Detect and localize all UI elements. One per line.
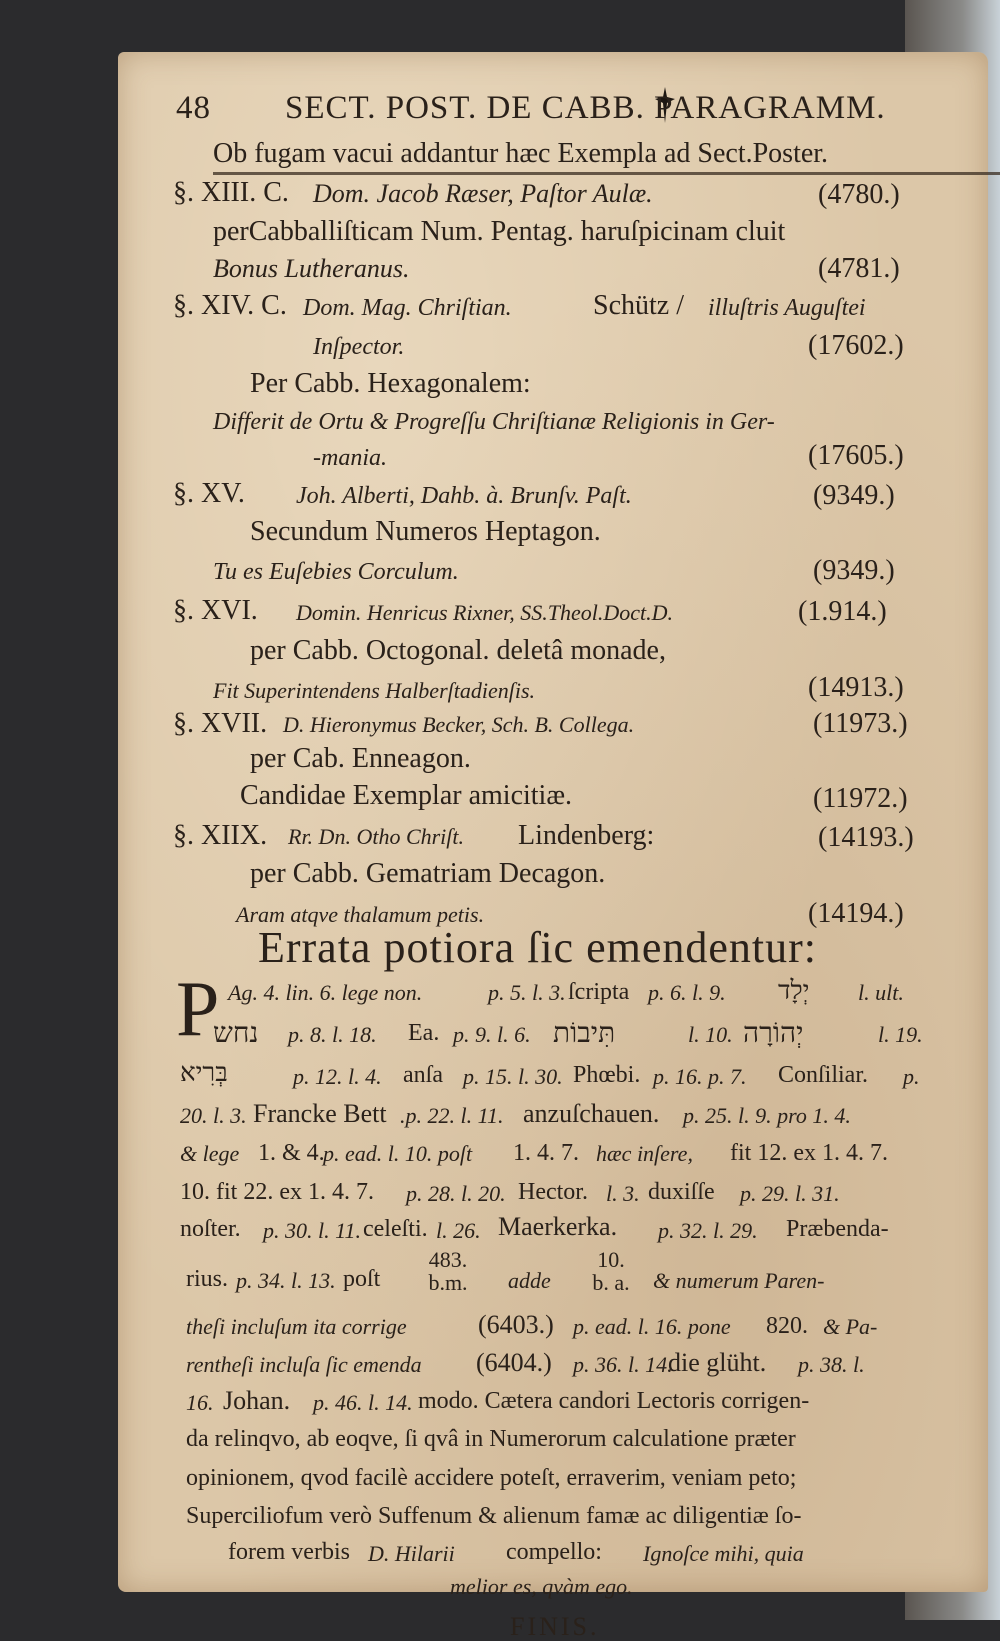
running-head: SECT. POST. DE CABB. PARAGRAMM. bbox=[285, 90, 886, 126]
errata-text: noſter. bbox=[180, 1216, 241, 1242]
entry-value: (17605.) bbox=[808, 440, 904, 471]
errata-text: anſa bbox=[403, 1062, 443, 1088]
text-line: Aram atqve thalamum petis. bbox=[236, 902, 485, 927]
errata-text: Francke Bett bbox=[253, 1099, 387, 1128]
text-line: Fit Superintendens Halberſtadienſis. bbox=[213, 678, 536, 703]
entry-value: (9349.) bbox=[813, 480, 895, 511]
fraction-top: 10. bbox=[597, 1247, 625, 1272]
hebrew-word: תִּיבוֹת bbox=[553, 1016, 616, 1049]
errata-text: 10. fit 22. ex 1. 4. 7. bbox=[180, 1179, 374, 1205]
errata-text: p. 5. l. 3. bbox=[488, 980, 566, 1005]
errata-text: .p. 22. l. 11. bbox=[400, 1103, 504, 1128]
entry-xiv-name: Dom. Mag. Chriſtian. bbox=[303, 295, 512, 321]
errata-text: rentheſi incluſa ſic emenda bbox=[186, 1352, 422, 1377]
errata-text: 16. bbox=[186, 1390, 214, 1415]
entry-value: (14913.) bbox=[808, 672, 904, 703]
errata-text: modo. Cætera candori Lectoris corrigen- bbox=[418, 1388, 810, 1414]
text-line: Bonus Lutheranus. bbox=[213, 254, 410, 283]
hebrew-word: נחש bbox=[213, 1016, 259, 1049]
entry-xiix-name: Rr. Dn. Otho Chriſt. bbox=[288, 824, 465, 849]
errata-text: theſi incluſum ita corrige bbox=[186, 1314, 407, 1339]
errata-text: die glüht. bbox=[668, 1348, 767, 1377]
errata-text: compello: bbox=[506, 1539, 602, 1565]
errata-text: & Pa- bbox=[823, 1314, 878, 1339]
hebrew-word: יְלָד bbox=[778, 976, 810, 1006]
entry-value: (9349.) bbox=[813, 555, 895, 586]
text-line: Candidae Exemplar amicitiæ. bbox=[240, 780, 573, 811]
errata-text: Superciliofum verò Suffenum & alienum famæ ac diligentiæ ſo- bbox=[186, 1503, 802, 1529]
errata-text: l. 26. bbox=[436, 1218, 481, 1243]
errata-text: l. 19. bbox=[878, 1022, 923, 1047]
entry-xvii-name: D. Hieronymus Becker, Sch. B. Collega. bbox=[283, 712, 635, 737]
errata-text: p. 36. l. 14. bbox=[573, 1352, 673, 1377]
errata-text: poſt bbox=[343, 1266, 381, 1292]
errata-text: p. 28. l. 20. bbox=[406, 1181, 506, 1206]
errata-text: D. Hilarii bbox=[368, 1541, 455, 1566]
errata-text: Maerkerka. bbox=[498, 1212, 618, 1241]
entry-xiv-surname: Schütz / bbox=[593, 290, 684, 321]
entry-value: (11972.) bbox=[813, 783, 908, 814]
errata-text: fit 12. ex 1. 4. 7. bbox=[730, 1140, 888, 1166]
entry-value: (1.914.) bbox=[798, 596, 887, 627]
entry-xv-name: Joh. Alberti, Dahb. à. Brunſv. Paſt. bbox=[296, 483, 632, 509]
drop-cap: P bbox=[176, 965, 220, 1052]
errata-text: da relinqvo, ab eoqve, ſi qvâ in Numerorum calculatione præter bbox=[186, 1426, 796, 1452]
text-line: Inſpector. bbox=[313, 334, 405, 360]
text-line: Secundum Numeros Heptagon. bbox=[250, 516, 601, 547]
errata-text: anzuſchauen. bbox=[523, 1099, 660, 1128]
entry-xiv-title: illuſtris Auguſtei bbox=[708, 295, 866, 321]
entry-value: (11973.) bbox=[813, 708, 908, 739]
header-rule bbox=[213, 172, 1000, 175]
errata-text: p. 32. l. 29. bbox=[658, 1218, 758, 1243]
hebrew-word: יְהוֹרָה bbox=[743, 1016, 804, 1049]
errata-text: & lege bbox=[180, 1141, 240, 1166]
errata-text: p. 38. l. bbox=[798, 1352, 865, 1377]
errata-text: 1. & 4. bbox=[258, 1140, 325, 1166]
errata-text: (6403.) bbox=[478, 1310, 554, 1339]
errata-text: l. ult. bbox=[858, 980, 904, 1005]
fraction-top: 483. bbox=[428, 1247, 468, 1272]
errata-text: p. bbox=[903, 1064, 920, 1089]
errata-text: Ea. bbox=[408, 1020, 440, 1046]
hebrew-word: בְּרִיא bbox=[180, 1058, 228, 1088]
book-page bbox=[118, 52, 988, 1641]
entry-value: (17602.) bbox=[808, 330, 904, 361]
errata-text: p. ead. l. 16. pone bbox=[573, 1314, 731, 1339]
entry-xiii-name: Dom. Jacob Ræser, Paſtor Aulæ. bbox=[313, 179, 653, 208]
entry-xiix-num: §. XIIX. bbox=[173, 820, 268, 851]
fraction-stack bbox=[418, 1248, 478, 1294]
page-number: 48 bbox=[176, 90, 211, 126]
errata-text: Ag. 4. lin. 6. lege non. bbox=[228, 980, 423, 1005]
errata-text: p. 29. l. 31. bbox=[740, 1181, 840, 1206]
text-line: per Cabb. Octogonal. deletâ monade, bbox=[250, 635, 666, 666]
errata-text: (6404.) bbox=[476, 1348, 552, 1377]
errata-text: p. 15. l. 30. bbox=[463, 1064, 563, 1089]
fraction-stack bbox=[586, 1248, 636, 1294]
errata-text: rius. bbox=[186, 1266, 228, 1292]
entry-xiix-surname: Lindenberg: bbox=[518, 820, 655, 851]
errata-text: hæc inſere, bbox=[596, 1141, 693, 1166]
errata-heading: Errata potiora ſic emendentur: bbox=[258, 923, 817, 972]
finis-label: FINIS. bbox=[510, 1612, 600, 1641]
errata-text: ſcripta bbox=[568, 979, 630, 1005]
errata-text: forem verbis bbox=[228, 1539, 350, 1565]
errata-text: p. 30. l. 11. bbox=[263, 1218, 361, 1243]
entry-value: (4781.) bbox=[818, 253, 900, 284]
text-line: Per Cabb. Hexagonalem: bbox=[250, 368, 531, 399]
errata-text: p. ead. l. 10. poſt bbox=[323, 1141, 473, 1166]
entry-xiii-value: (4780.) bbox=[818, 179, 900, 210]
errata-text: l. 10. bbox=[688, 1022, 733, 1047]
text-line: Differit de Ortu & Progreſſu Chriſtianæ Religionis in Ger- bbox=[213, 409, 775, 435]
errata-text: Conſiliar. bbox=[778, 1062, 868, 1088]
errata-text: Præbenda- bbox=[786, 1216, 889, 1242]
errata-text: l. 3. bbox=[606, 1181, 640, 1206]
entry-xvi-num: §. XVI. bbox=[173, 595, 258, 626]
entry-xiii-num: §. XIII. C. bbox=[173, 177, 289, 208]
errata-text: opinionem, qvod facilè accidere poteſt, erraverim, veniam peto; bbox=[186, 1465, 797, 1491]
errata-text: p. 6. l. 9. bbox=[648, 980, 726, 1005]
errata-text: celeſti. bbox=[363, 1216, 428, 1242]
text-line: perCabballiſticam Num. Pentag. haruſpicinam cluit bbox=[213, 216, 786, 247]
errata-text: Ignoſce mihi, quia bbox=[643, 1541, 804, 1566]
entry-xvi-name: Domin. Henricus Rixner, SS.Theol.Doct.D. bbox=[296, 600, 674, 625]
errata-text: p. 8. l. 18. bbox=[288, 1022, 377, 1047]
errata-text: Johan. bbox=[223, 1386, 291, 1415]
errata-text: p. 46. l. 14. bbox=[313, 1390, 413, 1415]
errata-text: 1. 4. 7. bbox=[513, 1140, 579, 1166]
errata-text: Phœbi. bbox=[573, 1062, 641, 1088]
errata-text: p. 12. l. 4. bbox=[293, 1064, 382, 1089]
fraction-bottom: b.m. bbox=[428, 1270, 468, 1296]
text-line: -mania. bbox=[313, 445, 387, 471]
errata-text: p. 25. l. 9. pro 1. 4. bbox=[683, 1103, 851, 1128]
errata-text: Hector. bbox=[518, 1179, 588, 1205]
errata-text: melior es, qvàm ego. bbox=[450, 1574, 633, 1599]
errata-text: adde bbox=[508, 1268, 551, 1293]
errata-text: 20. l. 3. bbox=[180, 1103, 247, 1128]
intro-line: Ob fugam vacui addantur hæc Exempla ad Sect.Poster. bbox=[213, 138, 829, 169]
errata-text: p. 16. p. 7. bbox=[653, 1064, 747, 1089]
entry-xv-num: §. XV. bbox=[173, 478, 245, 509]
entry-xvii-num: §. XVII. bbox=[173, 708, 268, 739]
entry-value: (14194.) bbox=[808, 898, 904, 929]
entry-value: (14193.) bbox=[818, 822, 914, 853]
errata-text: duxiſſe bbox=[648, 1179, 715, 1205]
text-line: per Cabb. Gematriam Decagon. bbox=[250, 858, 606, 889]
entry-xiv-num: §. XIV. C. bbox=[173, 290, 287, 321]
text-line: per Cab. Enneagon. bbox=[250, 743, 471, 774]
errata-text: p. 9. l. 6. bbox=[453, 1022, 531, 1047]
text-line: Tu es Euſebies Corculum. bbox=[213, 559, 459, 585]
errata-text: p. 34. l. 13. bbox=[236, 1268, 336, 1293]
fraction-bottom: b. a. bbox=[592, 1270, 630, 1296]
errata-text: 820. bbox=[766, 1313, 808, 1339]
errata-text: & numerum Paren- bbox=[653, 1268, 825, 1293]
